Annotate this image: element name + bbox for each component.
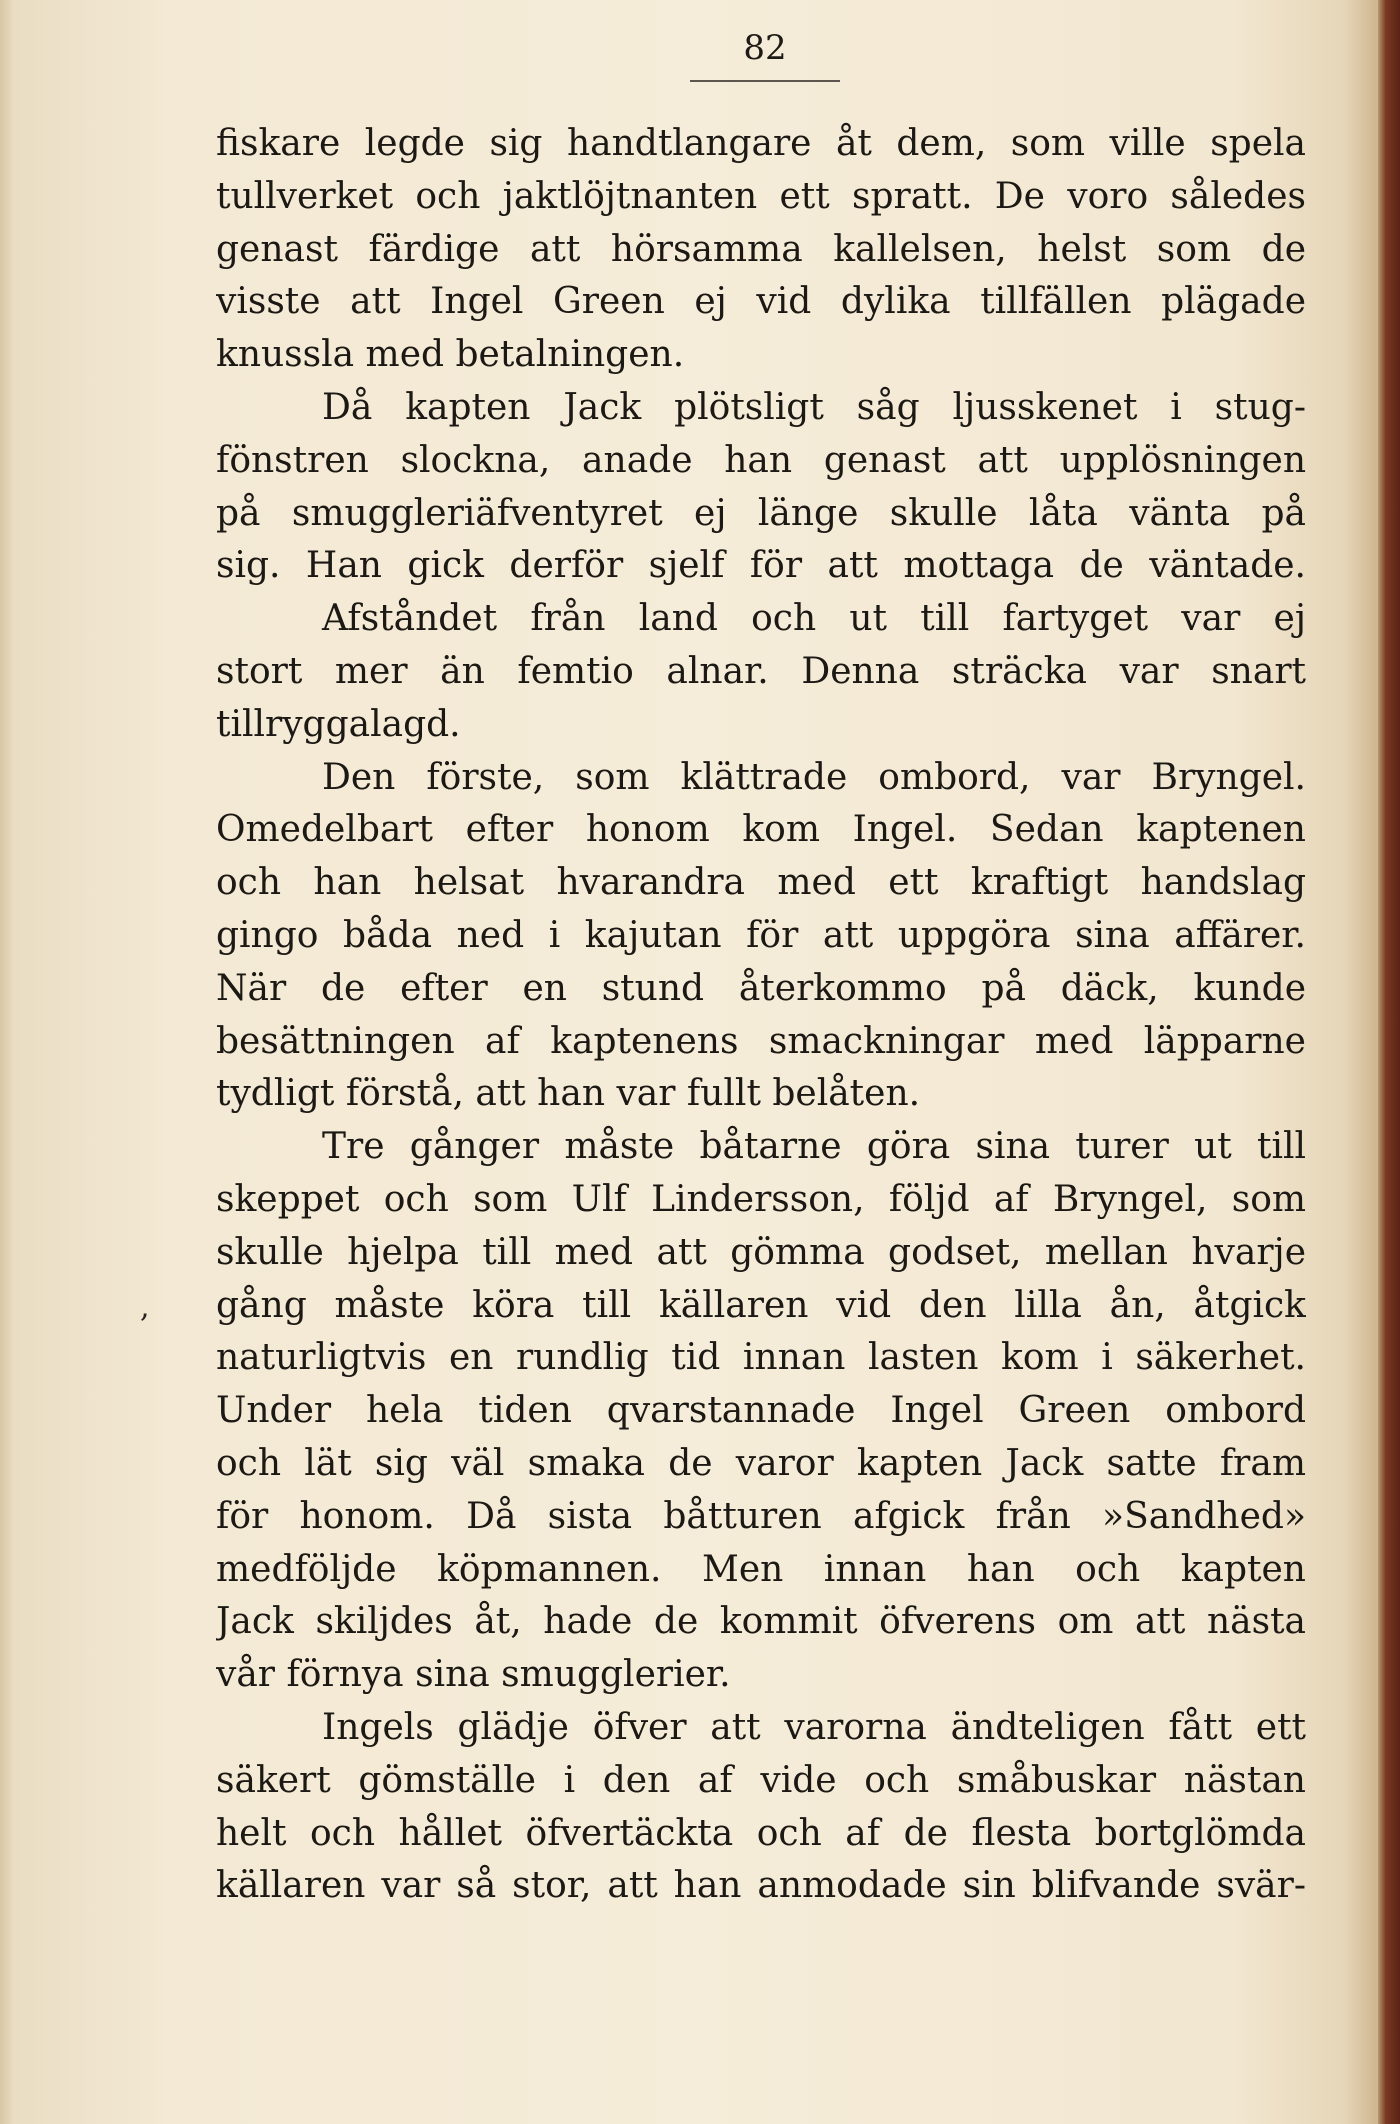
text-line: källaren var så stor, att han anmodade sin blifvande svär-: [216, 1865, 1306, 1907]
text-line: När de efter en stund återkommo på däck, kunde: [216, 967, 1306, 1009]
text-line: Under hela tiden qvarstannade Ingel Green ombord: [216, 1390, 1306, 1432]
margin-mark: ,: [140, 1290, 150, 1325]
text-line: Omedelbart efter honom kom Ingel. Sedan kaptenen: [216, 809, 1306, 851]
text-line: sig. Han gick derför sjelf för att mottaga de väntade.: [216, 545, 1306, 587]
text-line: Afståndet från land och ut till fartyget var ej: [322, 598, 1306, 640]
text-line: fiskare legde sig handtlangare åt dem, som ville spela: [216, 123, 1306, 164]
book-binding: [1378, 0, 1400, 2124]
page-number: 82: [743, 28, 787, 68]
text-line: gingo båda ned i kajutan för att uppgöra sina affärer.: [216, 914, 1306, 956]
text-line: Ingels glädje öfver att varorna ändteligen fått ett: [322, 1706, 1306, 1748]
page-edge-shadow: [0, 0, 14, 2124]
text-line: för honom. Då sista båtturen afgick från »Sandhed»: [216, 1495, 1306, 1537]
text-line: vår förnya sina smugglerier.: [216, 1654, 731, 1696]
text-line: Då kapten Jack plötsligt såg ljusskenet i stug-: [322, 386, 1306, 428]
text-line: gång måste köra till källaren vid den lilla ån, åtgick: [216, 1284, 1306, 1326]
text-line: fönstren slockna, anade han genast att upplösningen: [216, 439, 1306, 481]
text-line: Den förste, som klättrade ombord, var Bryngel.: [322, 756, 1306, 798]
text-line: stort mer än femtio alnar. Denna sträcka var snart: [216, 650, 1306, 692]
text-line: och han helsat hvarandra med ett kraftigt handslag: [216, 862, 1306, 904]
text-line: genast färdige att hörsamma kallelsen, helst som de: [216, 228, 1306, 270]
text-line: besättningen af kaptenens smackningar med läpparne: [216, 1020, 1306, 1062]
body-text: [216, 118, 1306, 1913]
header-rule: [690, 80, 840, 82]
text-line: tullverket och jaktlöjtnanten ett spratt. De voro således: [216, 175, 1306, 217]
text-line: visste att Ingel Green ej vid dylika tillfällen plägade: [216, 281, 1306, 323]
text-line: tydligt förstå, att han var fullt belåten.: [216, 1073, 921, 1115]
text-line: knussla med betalningen.: [216, 334, 685, 376]
text-line: Tre gånger måste båtarne göra sina turer ut till: [322, 1126, 1306, 1168]
text-line: medföljde köpmannen. Men innan han och kapten: [216, 1548, 1306, 1590]
text-line: tillryggalagd.: [216, 703, 461, 745]
text-line: naturligtvis en rundlig tid innan lasten kom i säkerhet.: [216, 1337, 1306, 1379]
text-line: helt och hållet öfvertäckta och af de flesta bortglömda: [216, 1812, 1306, 1854]
text-line: och lät sig väl smaka de varor kapten Jack satte fram: [216, 1442, 1306, 1484]
text-line: säkert gömställe i den af vide och småbuskar nästan: [216, 1759, 1306, 1801]
text-line: på smuggleriäfventyret ej länge skulle låta vänta på: [216, 492, 1306, 534]
text-line: Jack skiljdes åt, hade de kommit öfverens om att nästa: [216, 1601, 1306, 1643]
text-line: skulle hjelpa till med att gömma godset, mellan hvarje: [216, 1231, 1306, 1273]
text-line: skeppet och som Ulf Lindersson, följd af Bryngel, som: [216, 1178, 1306, 1220]
